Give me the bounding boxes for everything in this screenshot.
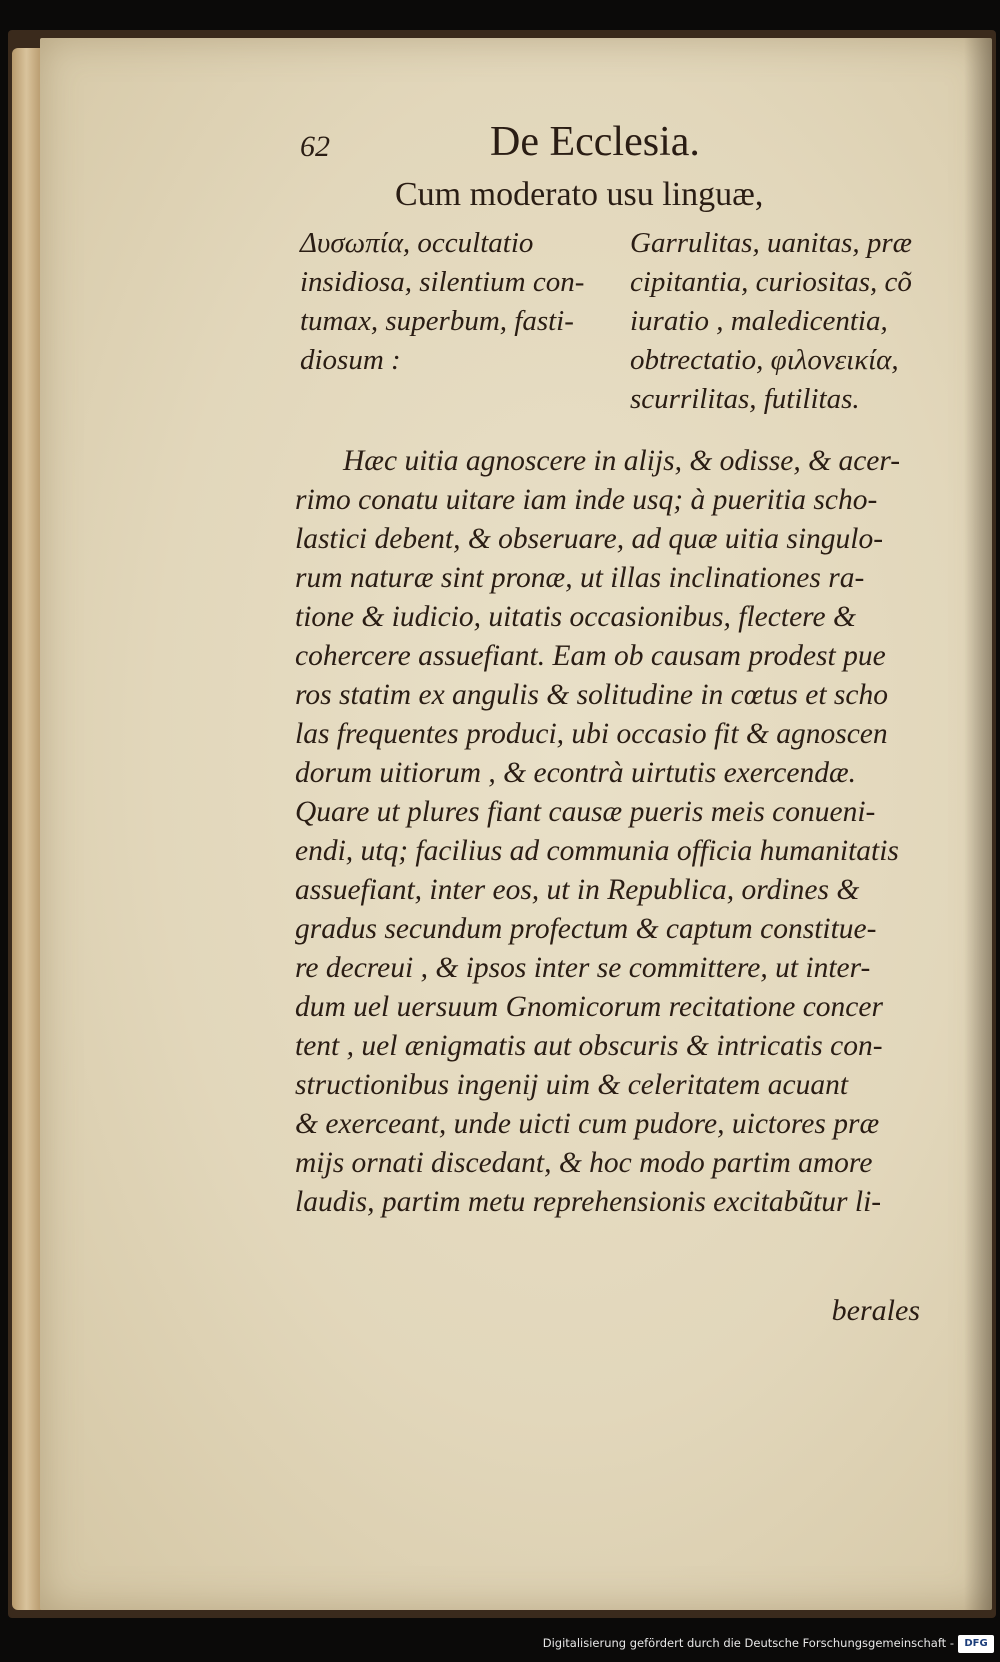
catchword: berales: [831, 1294, 920, 1327]
body-line: Quare ut plures fiant causæ pueris meis conueni-: [295, 796, 876, 828]
left-column-line: Δυσωπία, occultatio: [300, 227, 534, 259]
right-column-line: obtrectatio, φιλονεικία,: [630, 344, 899, 376]
page-number: 62: [300, 130, 330, 163]
body-line: endi, utq; facilius ad communia officia humanitatis: [295, 835, 899, 867]
body-line: dorum uitiorum , & econtrà uirtutis exercendæ.: [295, 757, 856, 789]
body-paragraph: [295, 442, 935, 1222]
gutter-shadow: [964, 38, 992, 1610]
body-line: rimo conatu uitare iam inde usq; à pueritia scho-: [295, 484, 878, 516]
body-line: mijs ornati discedant, & hoc modo partim amore: [295, 1147, 873, 1179]
right-column-line: cipitantia, curiositas, cõ: [630, 266, 912, 298]
dfg-logo: DFG: [958, 1635, 994, 1653]
funding-credit: Digitalisierung gefördert durch die Deutsche Forschungsgemeinschaft -: [542, 1636, 954, 1650]
body-line: ros statim ex angulis & solitudine in cœtus et scho: [295, 679, 888, 711]
left-column-line: tumax, superbum, fasti-: [300, 305, 574, 337]
body-line: dum uel uersuum Gnomicorum recitatione concer: [295, 991, 883, 1023]
body-line: gradus secundum profectum & captum constitue-: [295, 913, 877, 945]
right-column-line: Garrulitas, uanitas, præ: [630, 227, 912, 259]
body-line: & exerceant, unde uicti cum pudore, uictores præ: [295, 1108, 880, 1140]
body-line: structionibus ingenij uim & celeritatem acuant: [295, 1069, 849, 1101]
footer-bar: [0, 1622, 1000, 1662]
running-head: [250, 90, 950, 165]
running-title: De Ecclesia.: [490, 119, 700, 165]
left-column-line: insidiosa, silentium con-: [300, 266, 585, 298]
body-line: lastici debent, & obseruare, ad quæ uitia singulo-: [295, 523, 884, 555]
left-column: [300, 224, 610, 380]
body-line: tent , uel ænigmatis aut obscuris & intricatis con-: [295, 1030, 883, 1062]
right-column-line: scurrilitas, futilitas.: [630, 383, 860, 415]
left-column-line: diosum :: [300, 344, 401, 376]
right-column-line: iuratio , maledicentia,: [630, 305, 888, 337]
body-line: rum naturæ sint pronæ, ut illas inclinationes ra-: [295, 562, 865, 594]
body-line: laudis, partim metu reprehensionis excitabũtur li-: [295, 1186, 882, 1218]
body-line: Hæc uitia agnoscere in alijs, & odisse, & acer-: [343, 445, 901, 477]
right-column: [630, 224, 950, 419]
section-subheading: Cum moderato usu linguæ,: [395, 176, 764, 213]
body-line: re decreui , & ipsos inter se committere, ut inter-: [295, 952, 871, 984]
body-line: cohercere assuefiant. Eam ob causam prodest pue: [295, 640, 886, 672]
body-line: las frequentes produci, ubi occasio fit & agnoscen: [295, 718, 888, 750]
body-line: assuefiant, inter eos, ut in Republica, ordines &: [295, 874, 860, 906]
body-line: tione & iudicio, uitatis occasionibus, flectere &: [295, 601, 856, 633]
